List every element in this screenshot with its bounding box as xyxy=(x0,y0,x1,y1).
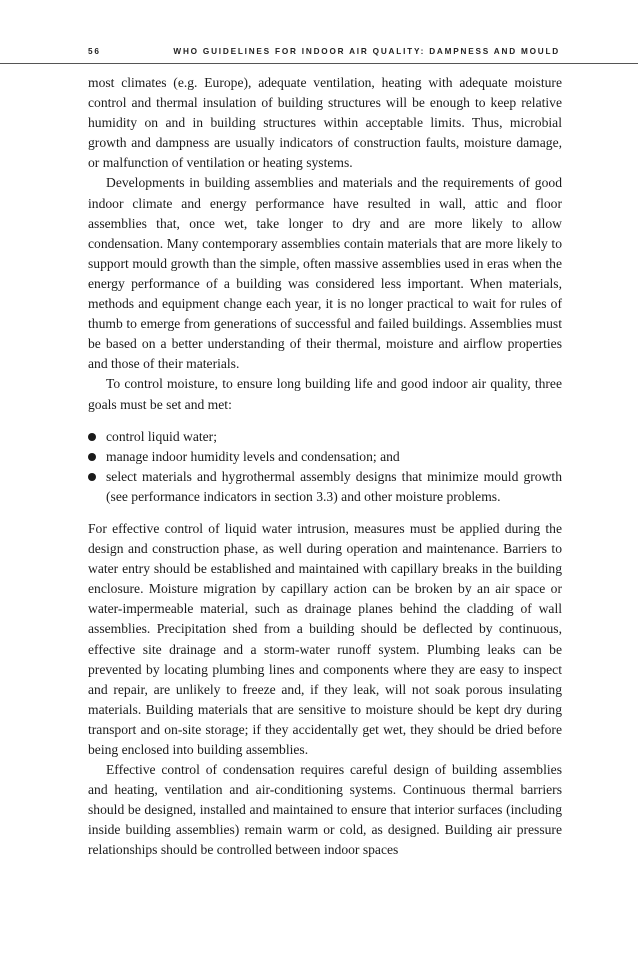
paragraph-condensation: Effective control of condensation requires careful design of building assemblies and heating, ventilation and air-conditioning systems. Continuous thermal barriers should be designed, installed and maintained to ensure that interior surfaces (including inside building assemblies) remain warm or cold, as designed. Building air pressure relationships should be controlled between indoor spaces xyxy=(88,762,562,858)
header-rule xyxy=(0,63,638,64)
paragraph-liquid-water: For effective control of liquid water intrusion, measures must be applied during the design and construction phase, as well during operation and maintenance. Barriers to water entry should be established and maintained with capillary breaks in the building enclosure. Moisture migration by capillary action can be broken by an air space or water-impermeable material, such as drainage planes behind the cladding of wall assemblies. Precipitation shed from a building should be deflected by continuous, effective site drainage and a storm-water runoff system. Plumbing leaks can be prevented by locating plumbing lines and components where they are easy to inspect and repair, are unlikely to freeze and, if they leak, will not soak porous insulating materials. Building materials that are sensitive to moisture should be kept dry during transport and on-site storage; if they accidentally get wet, they should be dried before being enclosed into building assemblies. xyxy=(88,520,562,757)
body-text xyxy=(88,73,562,861)
paragraph-developments: Developments in building assemblies and materials and the requirements of good indoor climate and energy performance have resulted in wall, attic and floor assemblies that, once wet, take longer to dry and are more likely to allow condensation. Many contemporary assemblies contain materials that are more likely to support mould growth than the simple, often massive assemblies used in eras when the energy performance of a building was considered less important. When materials, methods and equipment change each year, it is no longer practical to wait for rules of thumb to emerge from generations of successful and failed buildings. Assemblies must be based on a better understanding of their thermal, moisture and airflow properties and those of their materials. xyxy=(88,175,562,372)
spacer xyxy=(88,507,562,519)
list-item xyxy=(88,427,562,447)
list-item-text: control liquid water; xyxy=(106,428,217,444)
running-title: WHO GUIDELINES FOR INDOOR AIR QUALITY: DAMPNESS AND MOULD xyxy=(173,46,560,56)
bullet-icon xyxy=(88,473,96,481)
paragraph-goals-intro: To control moisture, to ensure long building life and good indoor air quality, three goals must be set and met: xyxy=(88,376,562,412)
list-item xyxy=(88,467,562,507)
goals-list xyxy=(88,427,562,507)
page-number: 56 xyxy=(88,46,101,56)
list-item-text: manage indoor humidity levels and condensation; and xyxy=(106,448,400,464)
paragraph-continued: most climates (e.g. Europe), adequate ventilation, heating with adequate moisture control and thermal insulation of building structures will be enough to keep relative humidity on and in building structures within acceptable limits. Thus, microbial growth and dampness are usually indicators of construction faults, moisture damage, or malfunction of ventilation or heating systems. xyxy=(88,75,562,171)
list-item-text: select materials and hygrothermal assembly designs that minimize mould growth (see performance indicators in section 3.3) and other moisture problems. xyxy=(106,468,562,504)
spacer xyxy=(88,415,562,427)
bullet-icon xyxy=(88,433,96,441)
list-item xyxy=(88,447,562,467)
running-header xyxy=(88,44,560,58)
bullet-icon xyxy=(88,453,96,461)
